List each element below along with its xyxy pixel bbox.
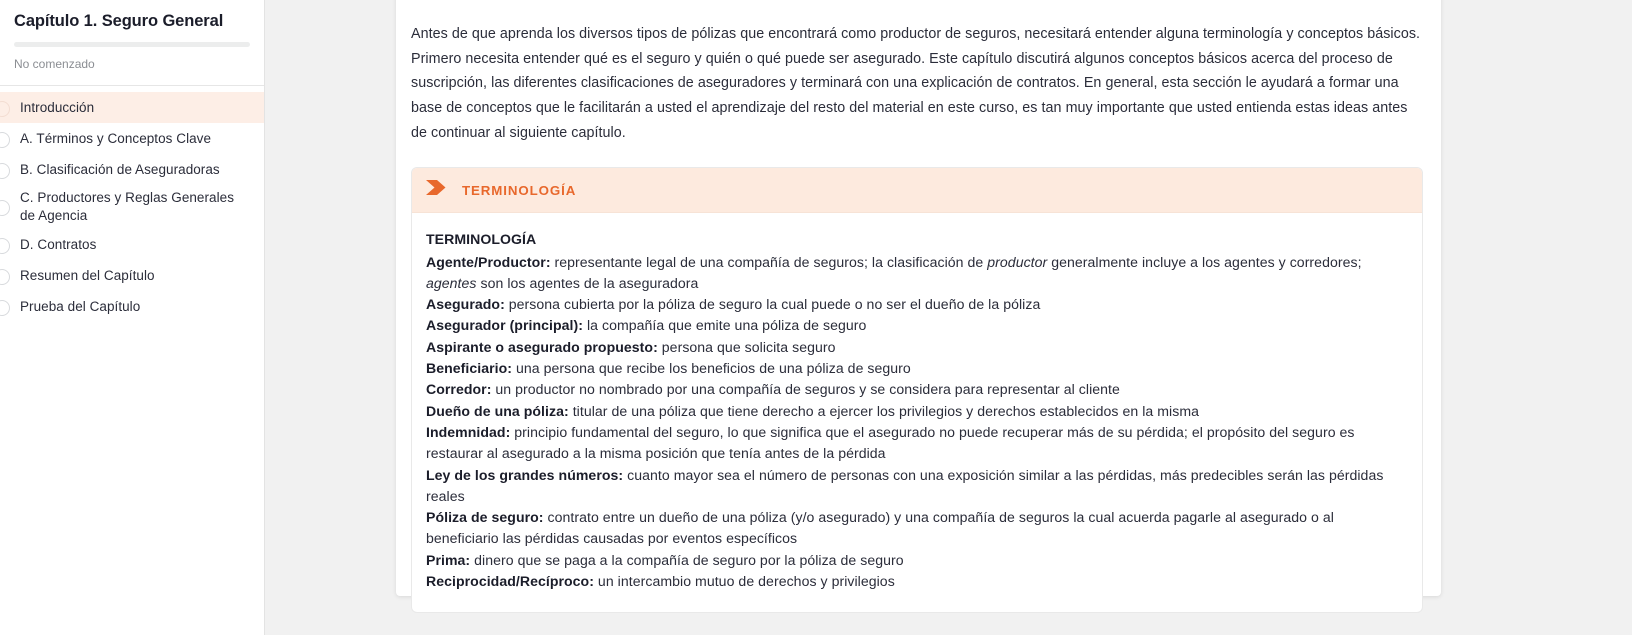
sidebar-item-label: Introducción	[20, 99, 95, 115]
terminology-definition-text: una persona que recibe los beneficios de una póliza de seguro	[512, 360, 911, 377]
chapter-sidebar	[0, 0, 265, 635]
section-status-circle-icon	[0, 200, 20, 214]
intro-paragraph: Antes de que aprenda los diversos tipos de pólizas que encontrará como productor de seguros, necesitará entender alguna terminología y conceptos básicos. Primero necesita entender qué es el seguro y quién o qué puede ser asegurado. Este capítulo discutirá algunos conceptos básicos acerca del proceso de suscripción, las diferentes clasificaciones de aseguradores y terminará con una explicación de contratos. En general, esta sección le ayudará a formar una base de conceptos que le facilitarán a usted el aprendizaje del resto del material en este curso, es tan muy importante que usted entienda estas ideas antes de continuar al siguiente capítulo.	[411, 26, 1421, 141]
sidebar-item[interactable]	[0, 229, 264, 260]
terminology-term: Aspirante o asegurado propuesto:	[426, 338, 658, 355]
terminology-definition-text: son los agentes de la aseguradora	[476, 274, 699, 291]
section-status-circle-icon	[0, 132, 20, 146]
terminology-card	[411, 167, 1423, 613]
chapter-title: Capítulo 1. Seguro General	[14, 12, 224, 30]
sidebar-item-label: B. Clasificación de Aseguradoras	[20, 161, 220, 177]
terminology-definition-text: dinero que se paga a la compañía de seguro por la póliza de seguro	[470, 551, 904, 568]
sidebar-item[interactable]	[0, 260, 264, 291]
terminology-definition-text: titular de una póliza que tiene derecho a ejercer los privilegios y derechos establecidos en la misma	[568, 402, 1200, 419]
sidebar-item-label: C. Productores y Reglas Generales de Agencia	[20, 190, 234, 223]
section-status-circle-icon	[0, 269, 20, 283]
lesson-content-panel	[396, 0, 1441, 596]
terminology-definition-text: cuanto mayor sea el número de personas con una exposición similar a las pérdidas, más predecibles serán las pérdidas reales	[426, 466, 1384, 504]
terminology-term: Beneficiario:	[426, 360, 513, 377]
terminology-definition-emphasis: agentes	[426, 274, 477, 291]
sidebar-item[interactable]	[0, 92, 264, 123]
terminology-definition-text: contrato entre un dueño de una póliza (y/o asegurado) y una compañía de seguros la cual acuerda pagarle al asegurado o al beneficiario las pérdidas causadas por eventos específicos	[426, 509, 1334, 547]
terminology-card-body	[412, 213, 1422, 612]
terminology-term: Póliza de seguro:	[426, 509, 544, 526]
terminology-term: Ley de los grandes números:	[426, 466, 624, 483]
terminology-card-title: TERMINOLOGÍA	[462, 182, 577, 198]
terminology-entry	[426, 507, 1406, 550]
terminology-entry	[426, 465, 1406, 508]
terminology-term: Corredor:	[426, 381, 492, 398]
terminology-definition-emphasis: productor	[987, 253, 1048, 270]
terminology-term: Asegurado:	[426, 296, 505, 313]
terminology-entry-list	[426, 252, 1406, 593]
section-status-circle-icon	[0, 163, 20, 177]
terminology-body-heading: TERMINOLOGÍA	[426, 231, 537, 248]
sidebar-item[interactable]	[0, 291, 264, 322]
terminology-entry	[426, 550, 1406, 571]
terminology-definition-text: un productor no nombrado por una compañía de seguros y se considera para representar al cliente	[491, 381, 1120, 398]
section-status-circle-icon	[0, 101, 20, 115]
section-status-circle-icon	[0, 300, 20, 314]
sidebar-item-label: Resumen del Capítulo	[20, 267, 155, 283]
terminology-term: Prima:	[426, 551, 471, 568]
chapter-section-list	[0, 86, 264, 322]
double-chevron-right-icon	[426, 179, 448, 201]
chapter-progress-status: No comenzado	[14, 57, 95, 71]
terminology-term: Dueño de una póliza:	[426, 402, 569, 419]
terminology-term: Asegurador (principal):	[426, 317, 583, 334]
sidebar-item[interactable]	[0, 154, 264, 185]
section-status-circle-icon	[0, 238, 20, 252]
terminology-entry	[426, 315, 1406, 336]
terminology-definition-text: persona que solicita seguro	[657, 338, 836, 355]
terminology-entry	[426, 358, 1406, 379]
terminology-entry	[426, 337, 1406, 358]
main-content-area	[265, 0, 1632, 635]
terminology-entry	[426, 379, 1406, 400]
terminology-entry	[426, 401, 1406, 422]
sidebar-item-label: D. Contratos	[20, 236, 97, 252]
terminology-entry	[426, 252, 1406, 295]
terminology-entry	[426, 571, 1406, 592]
chapter-progress-bar	[14, 42, 250, 47]
sidebar-item-label: Prueba del Capítulo	[20, 298, 141, 314]
terminology-definition-text: generalmente incluye a los agentes y corredores;	[1047, 253, 1362, 270]
terminology-definition-text: principio fundamental del seguro, lo que significa que el asegurado no puede recuperar más de su pérdida; el propósito del seguro es restaurar al asegurado a la misma posición que tenía antes de la pérdida	[426, 423, 1355, 462]
sidebar-item[interactable]	[0, 185, 264, 229]
terminology-term: Reciprocidad/Recíproco:	[426, 573, 594, 590]
sidebar-item-label: A. Términos y Conceptos Clave	[20, 130, 212, 146]
sidebar-item[interactable]	[0, 123, 264, 154]
terminology-entry	[426, 422, 1406, 465]
terminology-definition-text: un intercambio mutuo de derechos y privilegios	[593, 573, 895, 590]
terminology-card-header	[412, 168, 1422, 213]
terminology-term: Agente/Productor:	[426, 253, 551, 270]
terminology-definition-text: la compañía que emite una póliza de seguro	[582, 317, 867, 334]
terminology-entry	[426, 294, 1406, 315]
terminology-term: Indemnidad:	[426, 423, 511, 440]
terminology-definition-text: representante legal de una compañía de seguros; la clasificación de	[550, 253, 988, 270]
terminology-definition-text: persona cubierta por la póliza de seguro la cual puede o no ser el dueño de la póliza	[504, 296, 1041, 313]
